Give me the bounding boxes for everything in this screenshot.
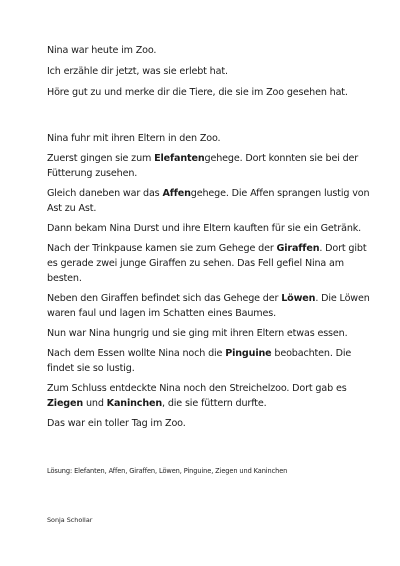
- animal-word: Elefanten: [154, 153, 205, 164]
- text-span: Gleich daneben war das: [47, 188, 163, 199]
- text-span: und: [83, 398, 107, 409]
- text-span: Zuerst gingen sie zum: [47, 153, 155, 164]
- animal-word: Affen: [162, 188, 191, 199]
- animal-word: Ziegen: [47, 398, 84, 409]
- author-credit: Sonja Schollar: [47, 516, 93, 524]
- text-span: Nach der Trinkpause kamen sie zum Gehege der: [47, 243, 277, 254]
- text-span: , die sie füttern durfte.: [162, 398, 267, 409]
- intro-line: Nina war heute im Zoo.: [47, 45, 157, 56]
- solution-line: Lösung: Elefanten, Affen, Giraffen, Löwen, Pinguine, Ziegen und Kaninchen: [47, 467, 288, 475]
- intro-line: Höre gut zu und merke dir die Tiere, die sie im Zoo gesehen hat.: [47, 87, 348, 98]
- story-paragraph-4: Dann bekam Nina Durst und ihre Eltern kauften für sie ein Getränk.: [47, 223, 362, 234]
- story-paragraph-6: [47, 291, 377, 321]
- animal-word: Giraffen: [276, 243, 320, 254]
- text-span: . Dort gibt es gerade zwei junge Giraffen zu sehen. Das Fell gefiel Nina am besten.: [47, 243, 367, 284]
- text-span: . Die Löwen waren faul und lagen im Schatten eines Baumes.: [47, 293, 370, 319]
- text-span: gehege. Die Affen sprangen lustig von Ast zu Ast.: [47, 188, 370, 214]
- text-span: Zum Schluss entdeckte Nina noch den Streichelzoo. Dort gab es: [47, 383, 347, 394]
- story-paragraph-3: [47, 186, 377, 216]
- story-paragraph-8: [47, 346, 377, 376]
- text-span: beobachten. Die findet sie so lustig.: [47, 348, 352, 374]
- animal-word: Löwen: [281, 293, 316, 304]
- story-paragraph-1: Nina fuhr mit ihren Eltern in den Zoo.: [47, 133, 221, 144]
- text-span: Neben den Giraffen befindet sich das Gehege der: [47, 293, 282, 304]
- story-paragraph-7: Nun war Nina hungrig und sie ging mit ihren Eltern etwas essen.: [47, 328, 348, 339]
- story-paragraph-10: Das war ein toller Tag im Zoo.: [47, 418, 186, 429]
- animal-word: Pinguine: [225, 348, 272, 359]
- text-span: Nach dem Essen wollte Nina noch die: [47, 348, 226, 359]
- story-paragraph-9: [47, 381, 377, 411]
- story-section: [47, 131, 377, 436]
- text-span: gehege. Dort konnten sie bei der Fütterung zusehen.: [47, 153, 359, 179]
- intro-section: [47, 43, 348, 106]
- story-paragraph-5: [47, 241, 377, 286]
- animal-word: Kaninchen: [106, 398, 163, 409]
- intro-line: Ich erzähle dir jetzt, was sie erlebt hat.: [47, 66, 228, 77]
- story-paragraph-2: [47, 151, 377, 181]
